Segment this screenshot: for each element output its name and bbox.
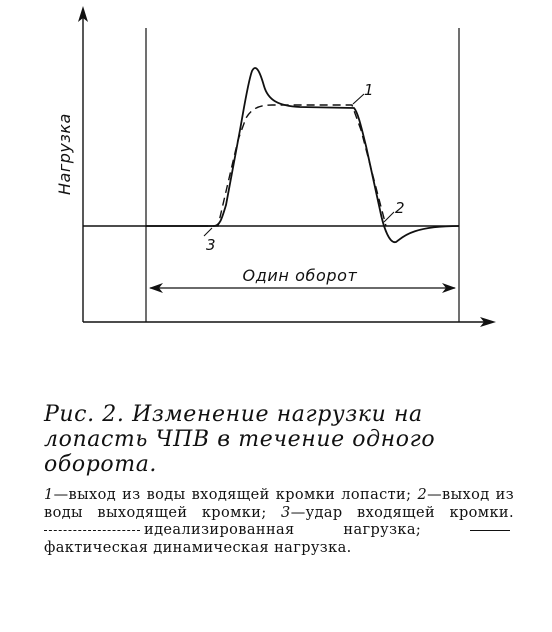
- period-label: Один оборот: [242, 266, 358, 285]
- marker-2-label: 2: [395, 199, 405, 217]
- caption-item-text: —выход из воды выходящей кромки;: [44, 487, 514, 521]
- y-axis-label: Нагрузка: [55, 113, 74, 195]
- marker-3-label: 3: [206, 236, 216, 254]
- legend-solid-text: фактическая динамическая нагрузка.: [44, 539, 352, 556]
- caption-item-number: 1: [44, 487, 54, 503]
- legend-dashed-text: идеализированная нагрузка;: [144, 522, 422, 538]
- idealized-load-curve: [200, 105, 386, 226]
- caption-item-text: —выход из воды входящей кромки лопасти;: [53, 487, 418, 503]
- marker-2-leader: [384, 212, 394, 222]
- marker-1-leader: [353, 94, 364, 104]
- caption-body: [44, 487, 514, 557]
- figure-caption: [44, 402, 514, 557]
- caption-item-number: 3: [281, 504, 291, 521]
- dashed-line-sample: [44, 530, 140, 531]
- solid-line-sample: [470, 530, 510, 531]
- caption-item-text: —удар входящей кромки.: [290, 504, 514, 521]
- caption-item-number: 2: [417, 487, 428, 503]
- caption-title: Рис. 2. Изменение нагрузки на лопасть ЧПВ в течение одного оборота.: [44, 402, 436, 477]
- actual-load-curve: [146, 68, 459, 242]
- marker-3-leader: [204, 228, 212, 236]
- marker-1-label: 1: [364, 81, 374, 99]
